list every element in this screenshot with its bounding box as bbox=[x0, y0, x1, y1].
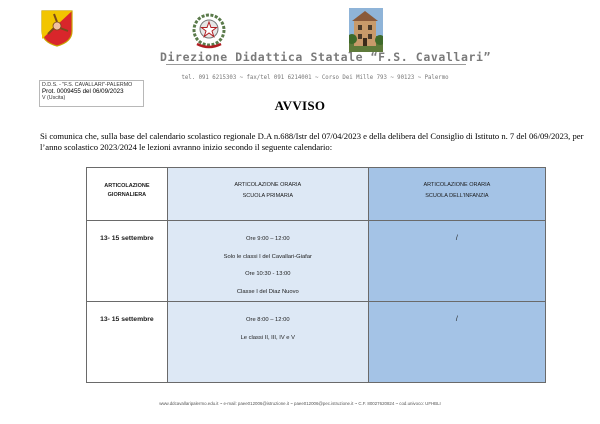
page-title: AVVISO bbox=[274, 98, 326, 113]
table-row bbox=[87, 302, 546, 383]
stamp-line1: D.D.S. - "F.S. CAVALLARI"-PALERMO bbox=[42, 82, 133, 88]
institution-contacts: tel. 091 6215303 ~ fax/tel 091 6214001 ~ Corso Dei Mille 793 ~ 90123 ~ Palermo bbox=[181, 75, 449, 81]
date-text: 13- 15 settembre bbox=[100, 235, 154, 242]
primaria-line: Ore 8:00 – 12:00 bbox=[246, 317, 290, 323]
infanzia-text: / bbox=[455, 316, 458, 323]
stamp-line2: Prot. 0009455 del 06/09/2023 bbox=[42, 87, 124, 95]
table-row bbox=[87, 221, 546, 302]
primaria-line: Solo le classi I del Cavallari-Giafar bbox=[223, 253, 312, 260]
header-cell-infanzia bbox=[368, 168, 545, 221]
primaria-line: Ore 10:30 - 13:00 bbox=[245, 271, 291, 277]
header-col2-line2: SCUOLA PRIMARIA bbox=[242, 193, 294, 199]
infanzia-cell bbox=[368, 221, 545, 302]
primaria-line: Le classi II, III, IV e V bbox=[240, 334, 296, 341]
header-col3-line2: SCUOLA DELL’INFANZIA bbox=[425, 193, 489, 199]
infanzia-cell bbox=[368, 302, 545, 383]
date-text: 13- 15 settembre bbox=[100, 316, 154, 323]
date-cell bbox=[87, 221, 168, 302]
header-cell-primaria bbox=[167, 168, 368, 221]
italian-republic-emblem bbox=[189, 10, 229, 50]
sicily-trinacria-logo bbox=[40, 9, 74, 47]
table-header-row bbox=[87, 168, 546, 221]
header-divider bbox=[166, 64, 466, 65]
primaria-line: Classe I del Diaz Nuovo bbox=[236, 288, 299, 295]
primaria-line: Ore 9:00 – 12:00 bbox=[246, 236, 290, 242]
intro-paragraph: Si comunica che, sulla base del calendario scolastico regionale D.A n.688/Istr del 07/04/2023 e della delibera del Consiglio di Istituto n. 7 del 06/09/2023, per l’anno scolastico 2023/2024 le lezioni avranno inizio secondo il seguente calendario: bbox=[40, 131, 584, 152]
primaria-cell bbox=[167, 302, 368, 383]
primaria-cell bbox=[167, 221, 368, 302]
stamp-line3: V (Uscita) bbox=[42, 95, 66, 102]
header-col1-line2: GIORNALIERA bbox=[107, 192, 147, 198]
calendar-table bbox=[86, 167, 546, 383]
header-cell-giornaliera bbox=[87, 168, 168, 221]
school-building-photo bbox=[349, 8, 383, 52]
header-col2-line1: ARTICOLAZIONE ORARIA bbox=[234, 182, 302, 188]
institution-name: Direzione Didattica Statale “F.S. Cavallari” bbox=[160, 50, 492, 64]
footer-contacts: www.ddcavallaripalermo.edu.it ~ e-mail: paee012006@istruzione.it ~ paee012006@pec.istruzione.it ~ C.F. 80027620824 ~ cod.univoco: UFHBLI bbox=[159, 401, 441, 406]
header-col3-line1: ARTICOLAZIONE ORARIA bbox=[423, 182, 491, 188]
infanzia-text: / bbox=[455, 235, 458, 242]
date-cell bbox=[87, 302, 168, 383]
header-col1-line1: ARTICOLAZIONE bbox=[104, 183, 150, 189]
